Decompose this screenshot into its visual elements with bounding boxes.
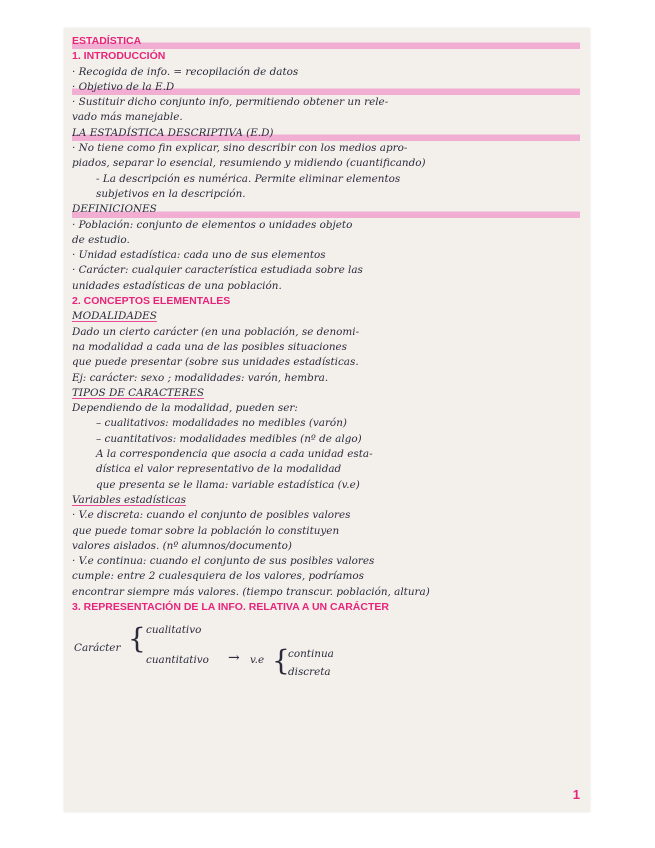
arrow-icon: →	[228, 650, 240, 667]
diagram-root-label: Carácter	[74, 642, 121, 655]
note-line: · V.e continua: cuando el conjunto de sus posibles valores	[72, 555, 375, 568]
note-line: unidades estadísticas de una población.	[72, 279, 282, 292]
note-line: Dado un cierto carácter (en una población, se denomi-	[72, 325, 360, 338]
note-line: na modalidad a cada una de las posibles situaciones	[72, 340, 348, 353]
note-line: · No tiene como fin explicar, sino describir con los medios apro-	[72, 142, 408, 155]
note-line: piados, separar lo esencial, resumiendo y midiendo (cuantificando)	[72, 157, 426, 170]
note-line: que puede presentar (sobre sus unidades estadísticas.	[72, 356, 359, 369]
note-line: Dependiendo de la modalidad, pueden ser:	[72, 402, 298, 415]
note-line: vado más manejable.	[72, 111, 183, 124]
page-number: 1	[572, 787, 580, 802]
notebook-page	[64, 28, 590, 812]
diagram-branch-quantitative: cuantitativo	[146, 654, 209, 667]
diagram-sub-continuous: continua	[288, 648, 334, 661]
subheading: TIPOS DE CARACTERES	[72, 386, 204, 399]
notes-content	[72, 34, 580, 681]
section-heading-2: 2. CONCEPTOS ELEMENTALES	[72, 295, 231, 308]
notes-title: ESTADÍSTICA	[72, 34, 580, 49]
character-classification-diagram	[72, 619, 580, 681]
subheading: Variables estadísticas	[72, 493, 186, 506]
subheading: DEFINICIONES	[72, 202, 580, 217]
diagram-ve-label: v.e	[250, 654, 265, 667]
note-line: A la correspondencia que asocia a cada unidad esta-	[96, 448, 373, 461]
note-line: · Unidad estadística: cada uno de sus elementos	[72, 249, 326, 262]
note-line: - La descripción es numérica. Permite eliminar elementos	[96, 172, 401, 185]
note-line: · V.e discreta: cuando el conjunto de posibles valores	[72, 509, 351, 522]
subheading: MODALIDADES	[72, 310, 157, 323]
brace-glyph: {	[128, 622, 146, 656]
note-line: dística el valor representativo de la modalidad	[96, 463, 342, 476]
note-line: que presenta se le llama: variable estadística (v.e)	[96, 478, 360, 491]
note-line: · Población: conjunto de elementos o unidades objeto	[72, 218, 353, 231]
note-line: – cuantitativos: modalidades medibles (nº de algo)	[96, 432, 362, 445]
note-line: · Objetivo de la E.D	[72, 80, 580, 95]
note-line: subjetivos en la descripción.	[96, 187, 246, 200]
section-heading-1: 1. INTRODUCCIÓN	[72, 50, 166, 63]
note-line: · Carácter: cualquier característica estudiada sobre las	[72, 264, 363, 277]
note-line: cumple: entre 2 cualesquiera de los valores, podríamos	[72, 570, 364, 583]
section-heading-3: 3. REPRESENTACIÓN DE LA INFO. RELATIVA A UN CARÁCTER	[72, 600, 389, 613]
subheading: LA ESTADÍSTICA DESCRIPTIVA (E.D)	[72, 126, 580, 141]
diagram-branch-qualitative: cualitativo	[146, 624, 202, 637]
note-line: encontrar siempre más valores. (tiempo transcur. población, altura)	[72, 585, 430, 598]
note-line: – cualitativos: modalidades no medibles (varón)	[96, 417, 347, 430]
note-line: de estudio.	[72, 233, 130, 246]
note-line: valores aislados. (nº alumnos/documento)	[72, 539, 292, 552]
note-line: Ej: carácter: sexo ; modalidades: varón, hembra.	[72, 371, 329, 384]
note-line: que puede tomar sobre la población lo constituyen	[72, 524, 340, 537]
diagram-sub-discrete: discreta	[288, 666, 331, 679]
note-line: · Sustituir dicho conjunto info, permitiendo obtener un rele-	[72, 96, 389, 109]
brace-glyph: {	[272, 644, 290, 678]
note-line: · Recogida de info. = recopilación de datos	[72, 65, 299, 78]
